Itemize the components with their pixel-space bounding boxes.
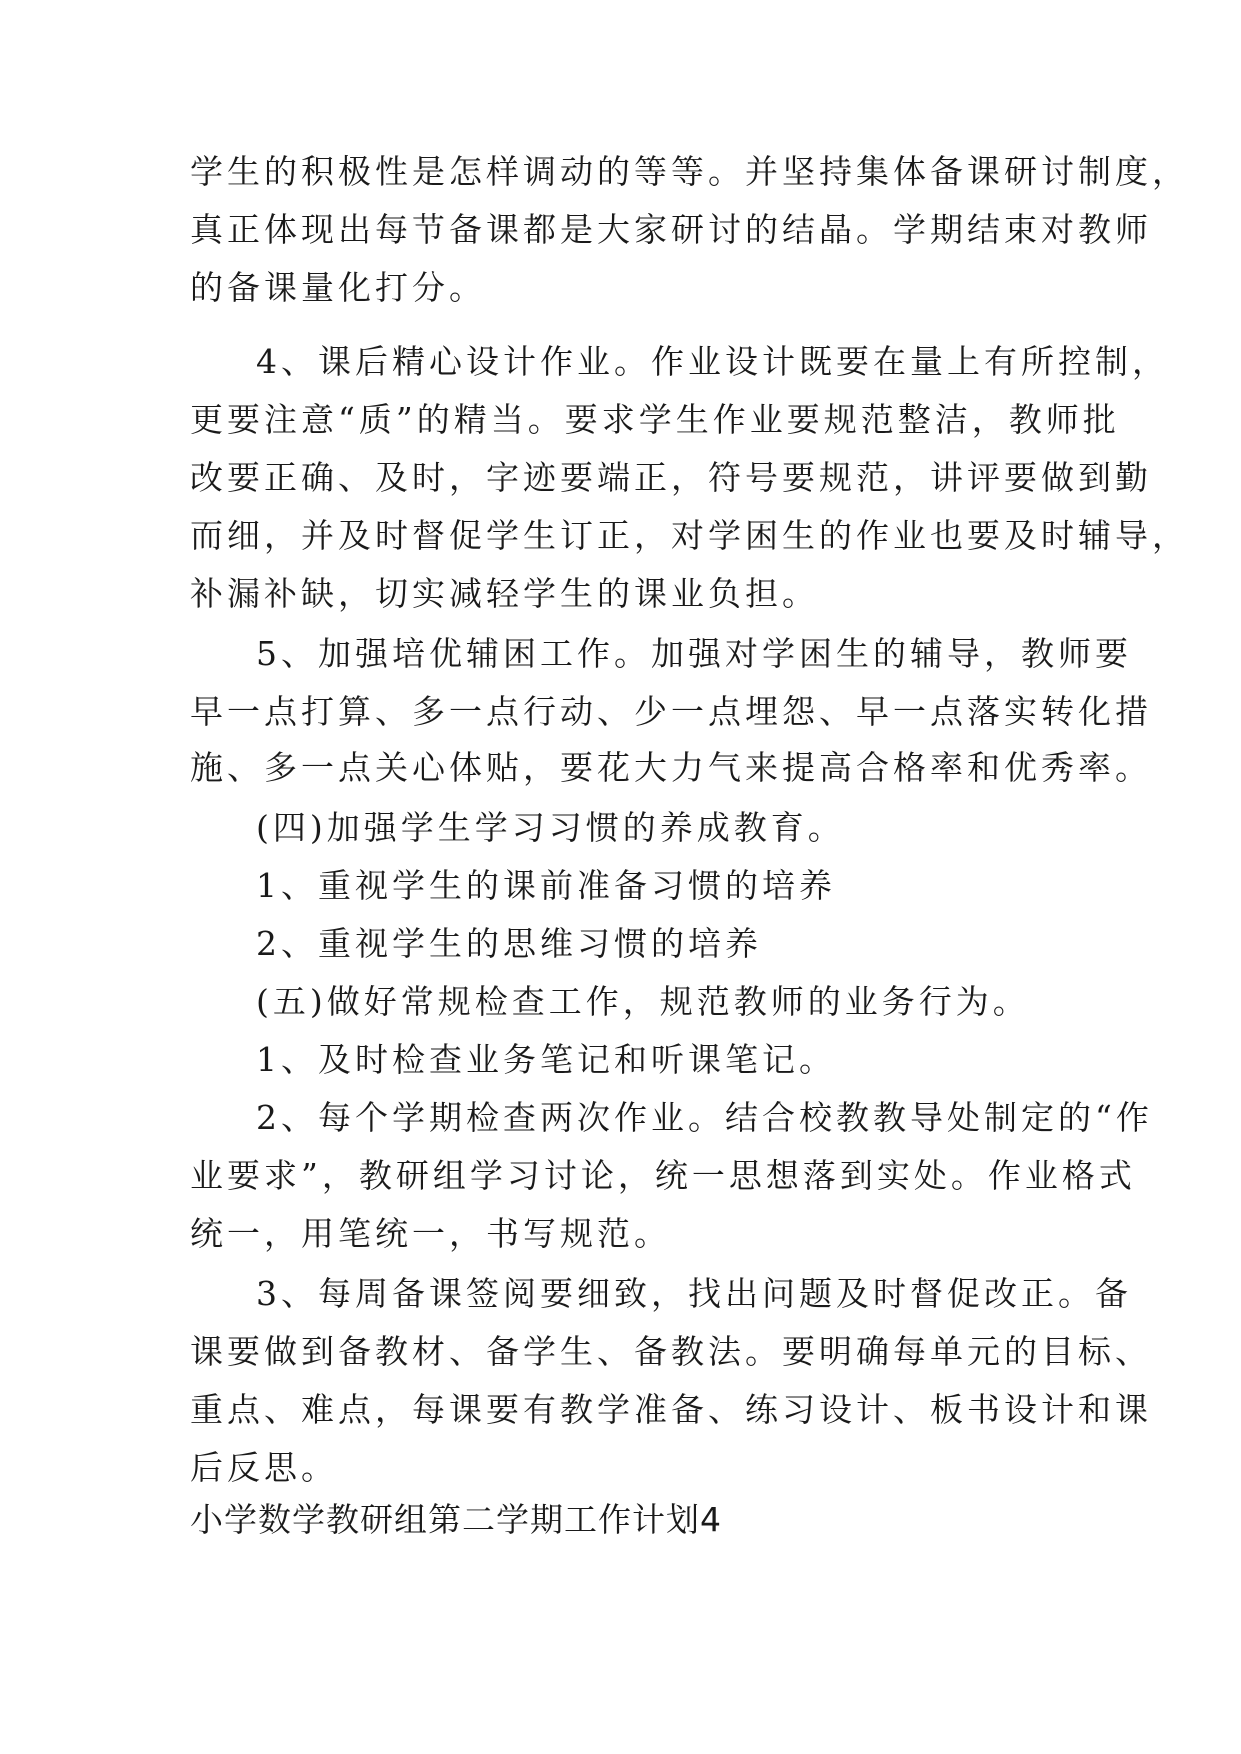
- text-line: 学生的积极性是怎样调动的等等。并坚持集体备课研讨制度，: [190, 152, 1189, 191]
- text-line: 的备课量化打分。: [190, 268, 486, 307]
- text-line: 业要求”，教研组学习讨论，统一思想落到实处。作业格式: [190, 1156, 1136, 1195]
- text-line: 早一点打算、多一点行动、少一点埋怨、早一点落实转化措: [190, 692, 1152, 731]
- document-title: 小学数学教研组第二学期工作计划4: [190, 1500, 722, 1539]
- text-line: 统一，用笔统一，书写规范。: [190, 1214, 671, 1253]
- text-line: 2、每个学期检查两次作业。结合校教教导处制定的“作: [256, 1098, 1153, 1137]
- text-line: 2、重视学生的思维习惯的培养: [256, 924, 762, 963]
- text-line: 课要做到备教材、备学生、备教法。要明确每单元的目标、: [190, 1332, 1152, 1371]
- text-line: 改要正确、及时，字迹要端正，符号要规范，讲评要做到勤: [190, 458, 1152, 497]
- text-line: 更要注意“质”的精当。要求学生作业要规范整洁，教师批: [190, 400, 1120, 439]
- text-line: 真正体现出每节备课都是大家研讨的结晶。学期结束对教师: [190, 210, 1152, 249]
- text-line: 补漏补缺，切实减轻学生的课业负担。: [190, 574, 819, 613]
- text-line: 5、加强培优辅困工作。加强对学困生的辅导，教师要: [256, 634, 1132, 673]
- text-line: 3、每周备课签阅要细致，找出问题及时督促改正。备: [256, 1274, 1132, 1313]
- section-heading: (四)加强学生学习习惯的养成教育。: [256, 808, 845, 847]
- text-line: 重点、难点，每课要有教学准备、练习设计、板书设计和课: [190, 1390, 1152, 1429]
- text-line: 施、多一点关心体贴，要花大力气来提高合格率和优秀率。: [190, 748, 1152, 787]
- section-heading: (五)做好常规检查工作，规范教师的业务行为。: [256, 982, 1030, 1021]
- text-line: 后反思。: [190, 1448, 338, 1487]
- text-line: 1、重视学生的课前准备习惯的培养: [256, 866, 836, 905]
- text-line: 1、及时检查业务笔记和听课笔记。: [256, 1040, 836, 1079]
- text-line: 而细，并及时督促学生订正，对学困生的作业也要及时辅导，: [190, 516, 1189, 555]
- text-line: 4、课后精心设计作业。作业设计既要在量上有所控制，: [256, 342, 1169, 381]
